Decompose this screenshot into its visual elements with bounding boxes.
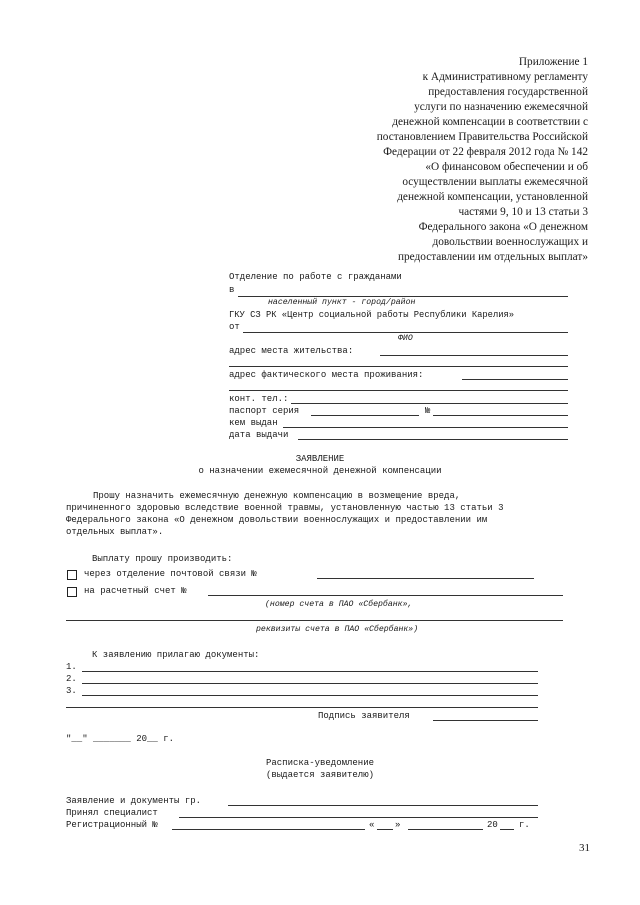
attachment-number: 3. — [66, 686, 77, 696]
receipt-accepted-field[interactable] — [179, 817, 538, 818]
post-office-checkbox[interactable] — [67, 570, 77, 580]
passport-number-field[interactable] — [433, 415, 568, 416]
locality-field[interactable] — [238, 296, 568, 297]
receipt-date-open: « — [369, 820, 375, 830]
actual-address-label: адрес фактического места проживания: — [229, 370, 424, 380]
attachment-number: 1. — [66, 662, 77, 672]
bank-details-field[interactable] — [66, 620, 563, 621]
statement-subtitle: о назначении ежемесячной денежной компенсации — [198, 466, 442, 476]
passport-number-label: № — [425, 406, 431, 416]
issue-date-label: дата выдачи — [229, 430, 289, 440]
signature-date: "__" _______ 20__ г. — [66, 734, 175, 744]
payment-prompt: Выплату прошу производить: — [92, 554, 233, 564]
attachments-prompt: К заявлению прилагаю документы: — [92, 650, 260, 660]
appendix-line: постановлением Правительства Российской — [376, 131, 588, 143]
appendix-line: денежной компенсации в соответствии с — [392, 116, 588, 128]
fio-caption: ФИО — [398, 334, 413, 343]
reg-address-label: адрес места жительства: — [229, 346, 354, 356]
appendix-line: частями 9, 10 и 13 статьи 3 — [458, 206, 588, 218]
receipt-subtitle: (выдается заявителю) — [265, 770, 375, 780]
receipt-year-prefix: 20 — [487, 820, 498, 830]
issued-by-label: кем выдан — [229, 418, 278, 428]
post-office-field[interactable] — [317, 578, 534, 579]
appendix-line: предоставлении им отдельных выплат» — [397, 251, 588, 263]
receipt-docs-field[interactable] — [228, 805, 538, 806]
fio-field[interactable] — [243, 332, 568, 333]
post-office-label: через отделение почтовой связи № — [84, 569, 257, 579]
from-prefix: от — [229, 322, 240, 332]
receipt-year-field[interactable] — [500, 829, 514, 830]
receipt-date-close: » — [395, 820, 401, 830]
receipt-day-field[interactable] — [377, 829, 393, 830]
body-line: отдельных выплат». — [66, 527, 164, 537]
account-checkbox[interactable] — [67, 587, 77, 597]
attachment-number: 2. — [66, 674, 77, 684]
account-label: на расчетный счет № — [84, 586, 187, 596]
phone-label: конт. тел.: — [229, 394, 289, 404]
receipt-year-suffix: г. — [519, 820, 530, 830]
organization-name: ГКУ СЗ РК «Центр социальной работы Республики Карелия» — [229, 310, 515, 320]
passport-series-field[interactable] — [311, 415, 419, 416]
appendix-line: осуществлении выплаты ежемесячной — [402, 176, 588, 188]
attachment-field-2[interactable] — [82, 683, 538, 684]
phone-field[interactable] — [291, 403, 568, 404]
account-caption: (номер счета в ПАО «Сбербанк», — [265, 600, 413, 609]
issued-by-field[interactable] — [283, 427, 568, 428]
signature-field[interactable] — [433, 720, 538, 721]
signature-label: Подпись заявителя — [318, 711, 410, 721]
addressee-prefix: в — [229, 285, 235, 295]
appendix-line: предоставления государственной — [428, 86, 588, 98]
receipt-month-field[interactable] — [408, 829, 483, 830]
issue-date-field[interactable] — [298, 439, 568, 440]
bank-caption: реквизиты счета в ПАО «Сбербанк») — [256, 625, 419, 634]
body-line: Федерального закона «О денежном довольствии военнослужащих и предоставлении им — [66, 515, 488, 525]
attachment-field-4[interactable] — [66, 707, 538, 708]
attachment-field-3[interactable] — [82, 695, 538, 696]
appendix-line: к Административному регламенту — [422, 71, 588, 83]
passport-series-label: паспорт серия — [229, 406, 300, 416]
appendix-line: денежной компенсации, установленной — [397, 191, 588, 203]
addressee-line: Отделение по работе с гражданами — [229, 272, 402, 282]
body-line: Прошу назначить ежемесячную денежную компенсацию в возмещение вреда, — [66, 491, 461, 501]
reg-address-field[interactable] — [380, 355, 568, 356]
attachment-field-1[interactable] — [82, 671, 538, 672]
receipt-docs-label: Заявление и документы гр. — [66, 796, 202, 806]
account-field[interactable] — [208, 595, 563, 596]
actual-address-field[interactable] — [462, 379, 568, 380]
statement-title: ЗАЯВЛЕНИЕ — [295, 454, 345, 464]
appendix-line: Приложение 1 — [518, 56, 588, 68]
receipt-title: Расписка-уведомление — [265, 758, 375, 768]
appendix-line: Федерального закона «О денежном — [418, 221, 588, 233]
appendix-line: «О финансовом обеспечении и об — [425, 161, 588, 173]
locality-caption: населенный пункт - город/район — [268, 298, 416, 307]
appendix-line: Федерации от 22 февраля 2012 года № 142 — [383, 146, 588, 158]
body-line: причиненного здоровью вследствие военной травмы, установленную частью 13 статьи 3 — [66, 503, 504, 513]
appendix-line: услуги по назначению ежемесячной — [414, 101, 588, 113]
receipt-accepted-label: Принял специалист — [66, 808, 158, 818]
appendix-block — [338, 55, 588, 265]
appendix-line: довольствии военнослужащих и — [432, 236, 588, 248]
receipt-reg-label: Регистрационный № — [66, 820, 158, 830]
actual-address-field-2[interactable] — [229, 390, 568, 391]
reg-address-field-2[interactable] — [229, 366, 568, 367]
page-number: 31 — [579, 842, 590, 854]
receipt-reg-field[interactable] — [172, 829, 365, 830]
